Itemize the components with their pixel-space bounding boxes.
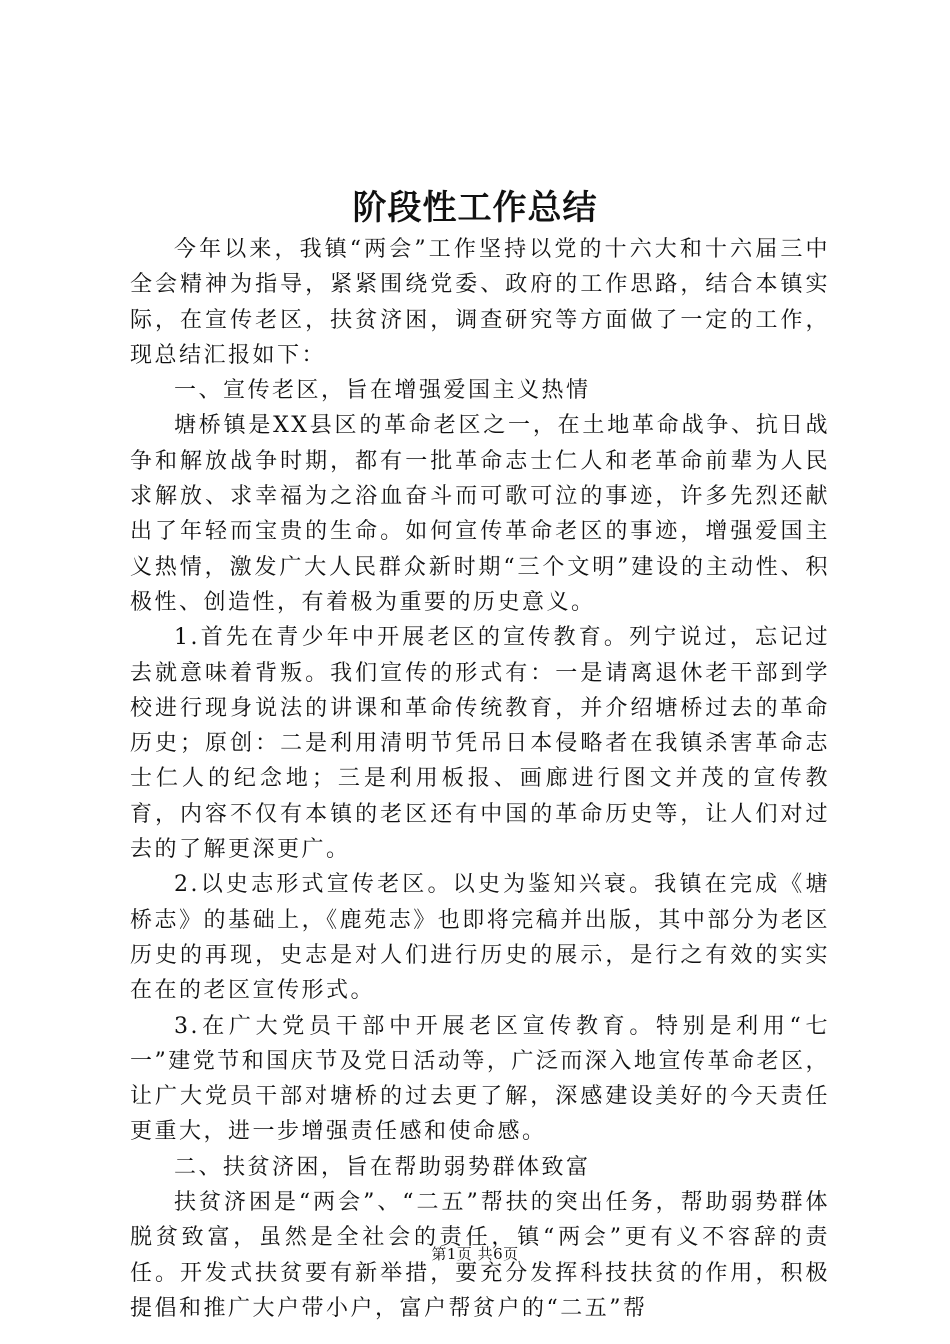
paragraph-item-2: 2.以史志形式宣传老区。以史为鉴知兴衰。我镇在完成《塘桥志》的基础上，《鹿苑志》也即将完稿并出版，其中部分为老区历史的再现，史志是对人们进行历史的展示，是行之有效的实实在在的老区宣传形式。 (130, 872, 830, 1004)
document-body (130, 232, 830, 1326)
paragraph-section-2: 扶贫济困是“两会”、“二五”帮扶的突出任务，帮助弱势群体脱贫致富，虽然是全社会的责任，镇“两会”更有义不容辞的责任。开发式扶贫要有新举措，要充分发挥科技扶贫的作用，积极提倡和推广大户带小户，富户帮贫户的“二五”帮 (130, 1190, 830, 1321)
paragraph-item-3: 3.在广大党员干部中开展老区宣传教育。特别是利用“七一”建党节和国庆节及党日活动等，广泛而深入地宣传革命老区，让广大党员干部对塘桥的过去更了解，深感建设美好的今天责任更重大，进一步增强责任感和使命感。 (130, 1013, 830, 1145)
page-footer: 第1页 共6页 (431, 1245, 519, 1263)
section-heading-2: 二、扶贫济困，旨在帮助弱势群体致富 (174, 1154, 591, 1180)
paragraph-intro: 今年以来，我镇“两会”工作坚持以党的十六大和十六届三中全会精神为指导，紧紧围绕党委、政府的工作思路，结合本镇实际，在宣传老区，扶贫济困，调查研究等方面做了一定的工作，现总结汇报如下： (130, 237, 830, 368)
section-heading-1: 一、宣传老区，旨在增强爱国主义热情 (174, 378, 591, 404)
document-title: 阶段性工作总结 (352, 188, 598, 228)
paragraph-item-1: 1.首先在青少年中开展老区的宣传教育。列宁说过，忘记过去就意味着背叛。我们宣传的形式有：一是请离退休老干部到学校进行现身说法的讲课和革命传统教育，并介绍塘桥过去的革命历史；原创：二是利用清明节凭吊日本侵略者在我镇杀害革命志士仁人的纪念地；三是利用板报、画廊进行图文并茂的宣传教育，内容不仅有本镇的老区还有中国的革命历史等，让人们对过去的了解更深更广。 (130, 625, 830, 863)
paragraph-section-1: 塘桥镇是XX县区的革命老区之一，在土地革命战争、抗日战争和解放战争时期，都有一批革命志士仁人和老革命前辈为人民求解放、求幸福为之浴血奋斗而可歌可泣的事迹，许多先烈还献出了年轻而宝贵的生命。如何宣传革命老区的事迹，增强爱国主义热情，激发广大人民群众新时期“三个文明”建设的主动性、积极性、创造性，有着极为重要的历史意义。 (130, 413, 830, 615)
